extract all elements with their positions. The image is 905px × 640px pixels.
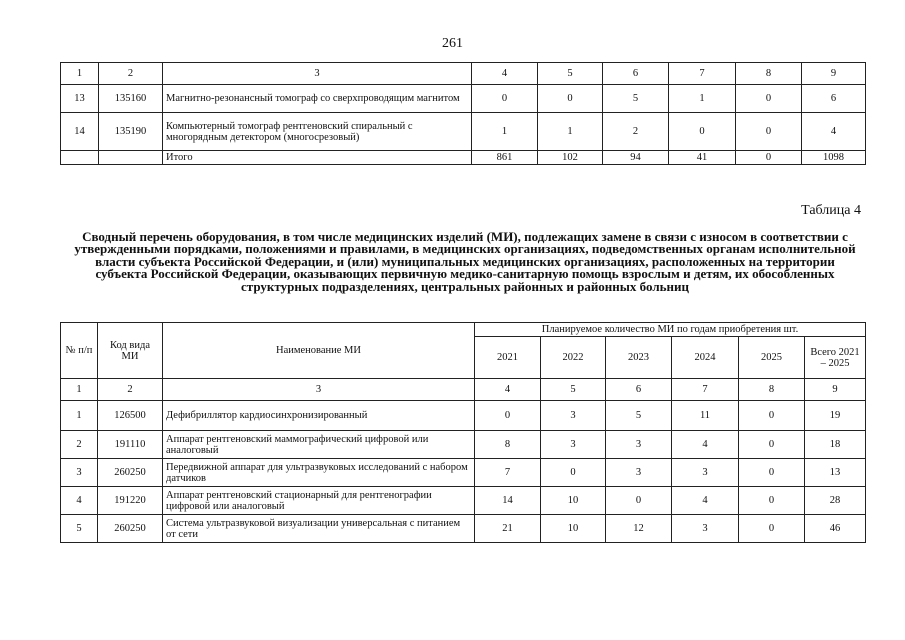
- device-name: Передвижной аппарат для ультразвуковых исследований с набором датчиков: [163, 459, 475, 487]
- qty-2022: 10: [541, 515, 606, 543]
- qty-2024: 1: [669, 85, 736, 113]
- header-2021: 2021: [475, 337, 541, 379]
- table-row: [61, 85, 866, 113]
- table-row: [61, 113, 866, 151]
- header-2023: 2023: [606, 337, 672, 379]
- qty-2021: 0: [472, 85, 538, 113]
- qty-2024: 4: [672, 487, 739, 515]
- column-number: 8: [736, 63, 802, 85]
- qty-total: 6: [802, 85, 866, 113]
- column-number: 4: [472, 63, 538, 85]
- table-label: Таблица 4: [801, 203, 861, 218]
- column-number: 6: [603, 63, 669, 85]
- total-2021: 861: [472, 151, 538, 165]
- device-name: Аппарат рентгеновский стационарный для рентгенографии цифровой или аналоговый: [163, 487, 475, 515]
- column-number: 9: [802, 63, 866, 85]
- row-number: 14: [61, 113, 99, 151]
- qty-total: 4: [802, 113, 866, 151]
- column-number: 1: [61, 63, 99, 85]
- header-total: Всего 2021 – 2025: [805, 337, 866, 379]
- table-row: [61, 459, 866, 487]
- row-number: 1: [61, 401, 98, 431]
- qty-total: 19: [805, 401, 866, 431]
- qty-2022: 3: [541, 401, 606, 431]
- device-code: 135160: [99, 85, 163, 113]
- device-name: Система ультразвуковой визуализации универсальная с питанием от сети: [163, 515, 475, 543]
- qty-total: 28: [805, 487, 866, 515]
- header-num: № п/п: [61, 323, 98, 379]
- column-number: 7: [672, 379, 739, 401]
- device-name: Компьютерный томограф рентгеновский спиральный с многорядным детектором (многосрезовый): [163, 113, 472, 151]
- qty-2023: 5: [606, 401, 672, 431]
- device-code: 126500: [98, 401, 163, 431]
- device-name: Дефибриллятор кардиосинхронизированный: [163, 401, 475, 431]
- qty-2025: 0: [739, 459, 805, 487]
- qty-2025: 0: [739, 487, 805, 515]
- qty-2023: 3: [606, 431, 672, 459]
- row-number: 5: [61, 515, 98, 543]
- qty-2021: 8: [475, 431, 541, 459]
- row-number: 3: [61, 459, 98, 487]
- qty-2022: 1: [538, 113, 603, 151]
- page-number: 261: [442, 36, 463, 51]
- header-code: Код вида МИ: [98, 323, 163, 379]
- column-number: 3: [163, 379, 475, 401]
- continuation-table: [60, 62, 866, 165]
- qty-2023: 5: [603, 85, 669, 113]
- column-number: 1: [61, 379, 98, 401]
- qty-2022: 10: [541, 487, 606, 515]
- qty-2024: 3: [672, 515, 739, 543]
- header-row: [61, 323, 866, 337]
- device-code: 135190: [99, 113, 163, 151]
- qty-2021: 21: [475, 515, 541, 543]
- column-number-row: [61, 63, 866, 85]
- qty-2025: 0: [736, 85, 802, 113]
- header-2025: 2025: [739, 337, 805, 379]
- qty-2021: 1: [472, 113, 538, 151]
- qty-2024: 4: [672, 431, 739, 459]
- column-number: 8: [739, 379, 805, 401]
- header-name: Наименование МИ: [163, 323, 475, 379]
- qty-2022: 3: [541, 431, 606, 459]
- grand-total: 1098: [802, 151, 866, 165]
- total-2024: 41: [669, 151, 736, 165]
- device-name: Аппарат рентгеновский маммографический цифровой или аналоговый: [163, 431, 475, 459]
- device-name: Магнитно-резонансный томограф со сверхпроводящим магнитом: [163, 85, 472, 113]
- column-number: 5: [538, 63, 603, 85]
- qty-2023: 0: [606, 487, 672, 515]
- device-code: 260250: [98, 515, 163, 543]
- table-row: [61, 515, 866, 543]
- qty-2025: 0: [739, 515, 805, 543]
- column-number-row: [61, 379, 866, 401]
- total-2022: 102: [538, 151, 603, 165]
- table-heading: Сводный перечень оборудования, в том числе медицинских изделий (МИ), подлежащих замене в связи с износом в соответствии с утвержденными порядками, положениями и правилами, в медицинских организациях, подведомственных органам исполнительной власти субъекта Российской Федерации, и (или) муниципальных медицинских организациях, расположенных на территории субъекта Российской Федерации, оказывающих первичную медико-санитарную помощь взрослым и детям, их обособленных структурных подразделениях, центральных районных и районных больниц: [74, 229, 856, 294]
- total-2023: 94: [603, 151, 669, 165]
- qty-2023: 12: [606, 515, 672, 543]
- device-code: 191110: [98, 431, 163, 459]
- column-number: 2: [99, 63, 163, 85]
- device-code: 260250: [98, 459, 163, 487]
- table-row: [61, 431, 866, 459]
- column-number: 5: [541, 379, 606, 401]
- qty-total: 13: [805, 459, 866, 487]
- qty-2023: 2: [603, 113, 669, 151]
- column-number: 7: [669, 63, 736, 85]
- column-number: 9: [805, 379, 866, 401]
- qty-2021: 7: [475, 459, 541, 487]
- total-row: [61, 151, 866, 165]
- qty-2021: 14: [475, 487, 541, 515]
- column-number: 6: [606, 379, 672, 401]
- total-2025: 0: [736, 151, 802, 165]
- column-number: 3: [163, 63, 472, 85]
- header-2022: 2022: [541, 337, 606, 379]
- row-number: 13: [61, 85, 99, 113]
- qty-2025: 0: [739, 431, 805, 459]
- qty-2022: 0: [541, 459, 606, 487]
- column-number: 4: [475, 379, 541, 401]
- qty-2024: 3: [672, 459, 739, 487]
- total-label: Итого: [163, 151, 472, 165]
- header-planned: Планируемое количество МИ по годам приобретения шт.: [475, 323, 866, 337]
- table-row: [61, 487, 866, 515]
- row-number: 4: [61, 487, 98, 515]
- row-number: 2: [61, 431, 98, 459]
- qty-total: 18: [805, 431, 866, 459]
- qty-2024: 0: [669, 113, 736, 151]
- qty-2022: 0: [538, 85, 603, 113]
- qty-2021: 0: [475, 401, 541, 431]
- qty-2024: 11: [672, 401, 739, 431]
- qty-2023: 3: [606, 459, 672, 487]
- qty-total: 46: [805, 515, 866, 543]
- table-row: [61, 401, 866, 431]
- header-2024: 2024: [672, 337, 739, 379]
- column-number: 2: [98, 379, 163, 401]
- qty-2025: 0: [736, 113, 802, 151]
- equipment-table: [60, 322, 866, 543]
- qty-2025: 0: [739, 401, 805, 431]
- device-code: 191220: [98, 487, 163, 515]
